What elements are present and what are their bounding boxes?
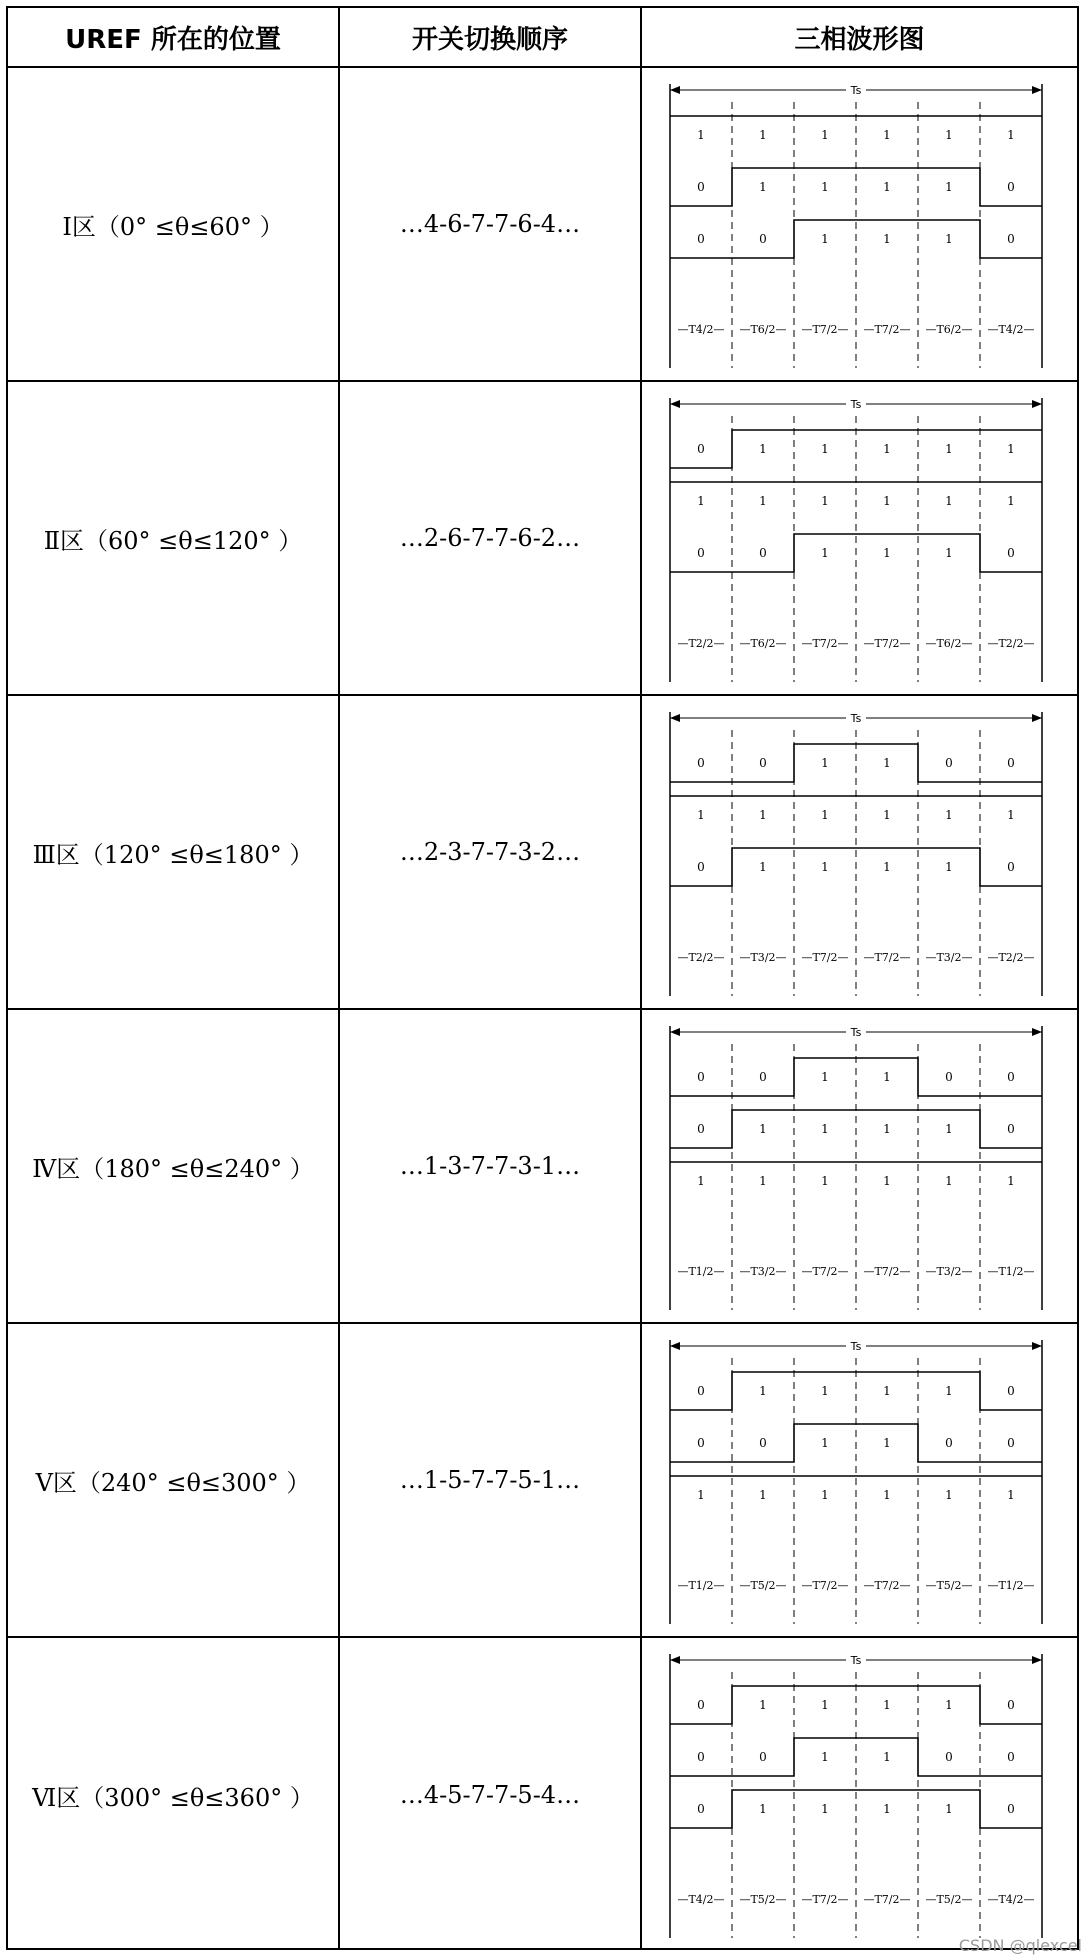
switch-state-label: 1 bbox=[945, 180, 953, 194]
duration-label: —T5/2— bbox=[925, 1579, 973, 1592]
header-sequence: 开关切换顺序 bbox=[411, 24, 568, 55]
switch-state-label: 1 bbox=[759, 1384, 767, 1398]
switch-state-label: 1 bbox=[1007, 128, 1015, 142]
duration-label: —T3/2— bbox=[925, 951, 973, 964]
period-label: Ts bbox=[850, 1026, 862, 1039]
switch-state-label: 0 bbox=[697, 232, 705, 246]
switch-state-label: 0 bbox=[697, 546, 705, 560]
switch-state-label: 1 bbox=[821, 494, 829, 508]
switch-state-label: 1 bbox=[945, 808, 953, 822]
switch-state-label: 1 bbox=[821, 442, 829, 456]
switch-state-label: 0 bbox=[945, 1750, 953, 1764]
switch-state-label: 0 bbox=[1007, 756, 1015, 770]
duration-label: —T7/2— bbox=[863, 1579, 911, 1592]
switch-state-label: 0 bbox=[697, 442, 705, 456]
three-phase-waveform bbox=[642, 696, 1077, 1008]
switch-state-label: 1 bbox=[883, 808, 891, 822]
switch-state-label: 1 bbox=[821, 1802, 829, 1816]
switch-state-label: 1 bbox=[883, 1698, 891, 1712]
switch-state-label: 1 bbox=[759, 808, 767, 822]
switch-state-label: 0 bbox=[1007, 1122, 1015, 1136]
switch-state-label: 1 bbox=[945, 860, 953, 874]
switch-state-label: 0 bbox=[1007, 180, 1015, 194]
waveform-diagram bbox=[642, 1010, 1077, 1322]
switch-state-label: 1 bbox=[945, 442, 953, 456]
region-label: Ⅳ区（180° ≤θ≤240° ） bbox=[32, 1154, 314, 1183]
arrow-head-left bbox=[670, 86, 680, 94]
switch-state-label: 1 bbox=[821, 1070, 829, 1084]
duration-label: —T1/2— bbox=[677, 1579, 725, 1592]
arrow-head-right bbox=[1032, 1028, 1042, 1036]
switch-state-label: 0 bbox=[945, 1436, 953, 1450]
switch-sequence: …1-3-7-7-3-1… bbox=[399, 1152, 581, 1180]
switch-state-label: 1 bbox=[945, 128, 953, 142]
duration-label: —T7/2— bbox=[863, 951, 911, 964]
switch-state-label: 1 bbox=[883, 1384, 891, 1398]
arrow-head-left bbox=[670, 714, 680, 722]
arrow-head-right bbox=[1032, 400, 1042, 408]
three-phase-waveform bbox=[642, 68, 1077, 380]
switch-state-label: 1 bbox=[883, 232, 891, 246]
switch-state-label: 1 bbox=[883, 128, 891, 142]
switch-state-label: 1 bbox=[945, 1698, 953, 1712]
switch-state-label: 0 bbox=[1007, 1698, 1015, 1712]
switch-state-label: 1 bbox=[883, 1174, 891, 1188]
switch-state-label: 1 bbox=[945, 546, 953, 560]
table-row bbox=[8, 68, 1077, 382]
three-phase-waveform bbox=[642, 382, 1077, 694]
region-label: Ⅲ区（120° ≤θ≤180° ） bbox=[32, 840, 314, 869]
switch-state-label: 1 bbox=[759, 128, 767, 142]
region-label: Ⅵ区（300° ≤θ≤360° ） bbox=[32, 1783, 314, 1812]
switch-state-label: 1 bbox=[1007, 442, 1015, 456]
duration-label: —T6/2— bbox=[739, 637, 787, 650]
arrow-head-right bbox=[1032, 86, 1042, 94]
duration-label: —T7/2— bbox=[801, 637, 849, 650]
waveform-diagram bbox=[642, 68, 1077, 380]
arrow-head-left bbox=[670, 1342, 680, 1350]
switch-state-label: 0 bbox=[697, 860, 705, 874]
switch-state-label: 1 bbox=[883, 1802, 891, 1816]
switch-state-label: 1 bbox=[821, 1122, 829, 1136]
duration-label: —T7/2— bbox=[863, 1893, 911, 1906]
duration-label: —T1/2— bbox=[987, 1265, 1035, 1278]
switch-state-label: 1 bbox=[759, 442, 767, 456]
switch-state-label: 0 bbox=[1007, 546, 1015, 560]
duration-label: —T7/2— bbox=[801, 951, 849, 964]
table-row bbox=[8, 1010, 1077, 1324]
switch-state-label: 1 bbox=[945, 1384, 953, 1398]
three-phase-waveform bbox=[642, 1010, 1077, 1322]
switch-state-label: 1 bbox=[697, 128, 705, 142]
duration-label: —T4/2— bbox=[987, 323, 1035, 336]
switch-state-label: 0 bbox=[1007, 1070, 1015, 1084]
duration-label: —T2/2— bbox=[987, 951, 1035, 964]
switch-state-label: 1 bbox=[883, 1436, 891, 1450]
switch-state-label: 1 bbox=[821, 1384, 829, 1398]
switch-state-label: 0 bbox=[697, 1698, 705, 1712]
switch-state-label: 1 bbox=[821, 1698, 829, 1712]
arrow-head-left bbox=[670, 1656, 680, 1664]
switch-state-label: 0 bbox=[759, 1436, 767, 1450]
switch-sequence: …4-5-7-7-5-4… bbox=[399, 1781, 581, 1809]
switch-state-label: 1 bbox=[759, 1488, 767, 1502]
switch-state-label: 1 bbox=[697, 808, 705, 822]
table-row bbox=[8, 1324, 1077, 1638]
switch-state-label: 1 bbox=[883, 1488, 891, 1502]
switch-state-label: 1 bbox=[821, 1488, 829, 1502]
switch-state-label: 0 bbox=[697, 1384, 705, 1398]
switch-state-label: 1 bbox=[883, 860, 891, 874]
svpwm-sector-table bbox=[6, 6, 1079, 1950]
arrow-head-right bbox=[1032, 1342, 1042, 1350]
switch-state-label: 1 bbox=[945, 1174, 953, 1188]
switch-state-label: 1 bbox=[759, 494, 767, 508]
switch-sequence: …4-6-7-7-6-4… bbox=[399, 210, 581, 238]
period-label: Ts bbox=[850, 398, 862, 411]
switch-state-label: 1 bbox=[883, 494, 891, 508]
switch-state-label: 1 bbox=[883, 1750, 891, 1764]
switch-state-label: 1 bbox=[759, 180, 767, 194]
header-position: UREF 所在的位置 bbox=[65, 24, 281, 55]
period-label: Ts bbox=[850, 1654, 862, 1667]
duration-label: —T7/2— bbox=[863, 637, 911, 650]
three-phase-waveform bbox=[642, 1638, 1077, 1952]
duration-label: —T7/2— bbox=[863, 323, 911, 336]
switch-state-label: 0 bbox=[1007, 1802, 1015, 1816]
switch-state-label: 1 bbox=[759, 1698, 767, 1712]
switch-state-label: 0 bbox=[945, 1070, 953, 1084]
switch-state-label: 1 bbox=[821, 756, 829, 770]
switch-state-label: 1 bbox=[1007, 1488, 1015, 1502]
switch-state-label: 0 bbox=[759, 232, 767, 246]
switch-state-label: 1 bbox=[697, 1488, 705, 1502]
switch-state-label: 0 bbox=[1007, 1750, 1015, 1764]
waveform-diagram bbox=[642, 382, 1077, 694]
switch-state-label: 1 bbox=[883, 756, 891, 770]
switch-state-label: 1 bbox=[883, 180, 891, 194]
switch-state-label: 1 bbox=[821, 1436, 829, 1450]
switch-state-label: 1 bbox=[945, 494, 953, 508]
duration-label: —T6/2— bbox=[739, 323, 787, 336]
switch-state-label: 0 bbox=[945, 756, 953, 770]
switch-state-label: 0 bbox=[759, 1070, 767, 1084]
switch-state-label: 1 bbox=[1007, 1174, 1015, 1188]
arrow-head-left bbox=[670, 1028, 680, 1036]
duration-label: —T4/2— bbox=[987, 1893, 1035, 1906]
switch-state-label: 0 bbox=[1007, 232, 1015, 246]
switch-state-label: 1 bbox=[821, 860, 829, 874]
phase-a-waveform bbox=[670, 1372, 1042, 1410]
duration-label: —T7/2— bbox=[801, 1579, 849, 1592]
duration-label: —T2/2— bbox=[677, 637, 725, 650]
switch-state-label: 0 bbox=[759, 546, 767, 560]
switch-state-label: 1 bbox=[821, 180, 829, 194]
switch-state-label: 0 bbox=[759, 756, 767, 770]
duration-label: —T7/2— bbox=[801, 1265, 849, 1278]
duration-label: —T5/2— bbox=[739, 1893, 787, 1906]
switch-state-label: 0 bbox=[697, 1122, 705, 1136]
duration-label: —T3/2— bbox=[925, 1265, 973, 1278]
switch-sequence: …1-5-7-7-5-1… bbox=[399, 1466, 581, 1494]
phase-a-waveform bbox=[670, 744, 1042, 782]
switch-state-label: 1 bbox=[945, 1488, 953, 1502]
region-label: Ⅱ区（60° ≤θ≤120° ） bbox=[43, 526, 303, 555]
switch-state-label: 1 bbox=[883, 442, 891, 456]
switch-state-label: 0 bbox=[759, 1750, 767, 1764]
arrow-head-left bbox=[670, 400, 680, 408]
phase-a-waveform bbox=[670, 430, 1042, 468]
waveform-diagram bbox=[642, 1324, 1077, 1636]
duration-label: —T1/2— bbox=[677, 1265, 725, 1278]
table-row bbox=[8, 696, 1077, 1010]
switch-state-label: 1 bbox=[759, 1122, 767, 1136]
switch-state-label: 1 bbox=[821, 1750, 829, 1764]
switch-state-label: 1 bbox=[945, 1122, 953, 1136]
switch-state-label: 0 bbox=[1007, 1436, 1015, 1450]
switch-state-label: 1 bbox=[759, 1174, 767, 1188]
duration-label: —T7/2— bbox=[801, 1893, 849, 1906]
switch-state-label: 1 bbox=[821, 808, 829, 822]
switch-state-label: 1 bbox=[697, 1174, 705, 1188]
switch-state-label: 1 bbox=[821, 232, 829, 246]
switch-state-label: 1 bbox=[945, 1802, 953, 1816]
region-label: Ⅴ区（240° ≤θ≤300° ） bbox=[35, 1468, 311, 1497]
switch-state-label: 1 bbox=[883, 1070, 891, 1084]
switch-state-label: 0 bbox=[697, 180, 705, 194]
arrow-head-right bbox=[1032, 1656, 1042, 1664]
period-label: Ts bbox=[850, 712, 862, 725]
switch-sequence: …2-3-7-7-3-2… bbox=[399, 838, 581, 866]
switch-state-label: 1 bbox=[1007, 494, 1015, 508]
table-row bbox=[8, 382, 1077, 696]
duration-label: —T3/2— bbox=[739, 1265, 787, 1278]
switch-state-label: 0 bbox=[697, 1802, 705, 1816]
switch-state-label: 1 bbox=[1007, 808, 1015, 822]
switch-state-label: 1 bbox=[759, 860, 767, 874]
duration-label: —T3/2— bbox=[739, 951, 787, 964]
duration-label: —T2/2— bbox=[987, 637, 1035, 650]
phase-a-waveform bbox=[670, 1058, 1042, 1096]
period-label: Ts bbox=[850, 1340, 862, 1353]
waveform-diagram bbox=[642, 696, 1077, 1008]
duration-label: —T6/2— bbox=[925, 323, 973, 336]
duration-label: —T7/2— bbox=[863, 1265, 911, 1278]
switch-state-label: 0 bbox=[697, 1070, 705, 1084]
duration-label: —T4/2— bbox=[677, 323, 725, 336]
duration-label: —T5/2— bbox=[739, 1579, 787, 1592]
switch-state-label: 1 bbox=[883, 546, 891, 560]
waveform-diagram bbox=[642, 1638, 1077, 1950]
switch-state-label: 1 bbox=[759, 1802, 767, 1816]
watermark: CSDN @qlexcel bbox=[958, 1936, 1082, 1955]
period-label: Ts bbox=[850, 84, 862, 97]
duration-label: —T5/2— bbox=[925, 1893, 973, 1906]
duration-label: —T7/2— bbox=[801, 323, 849, 336]
switch-state-label: 0 bbox=[1007, 860, 1015, 874]
switch-state-label: 1 bbox=[697, 494, 705, 508]
header-waveform: 三相波形图 bbox=[794, 24, 925, 55]
switch-state-label: 0 bbox=[697, 1750, 705, 1764]
arrow-head-right bbox=[1032, 714, 1042, 722]
switch-state-label: 1 bbox=[821, 546, 829, 560]
switch-state-label: 0 bbox=[697, 756, 705, 770]
switch-state-label: 0 bbox=[1007, 1384, 1015, 1398]
duration-label: —T4/2— bbox=[677, 1893, 725, 1906]
switch-state-label: 1 bbox=[945, 232, 953, 246]
switch-state-label: 1 bbox=[821, 128, 829, 142]
switch-state-label: 0 bbox=[697, 1436, 705, 1450]
duration-label: —T6/2— bbox=[925, 637, 973, 650]
duration-label: —T2/2— bbox=[677, 951, 725, 964]
table-row bbox=[8, 1638, 1077, 1952]
switch-state-label: 1 bbox=[883, 1122, 891, 1136]
duration-label: —T1/2— bbox=[987, 1579, 1035, 1592]
switch-state-label: 1 bbox=[821, 1174, 829, 1188]
phase-a-waveform bbox=[670, 1686, 1042, 1724]
switch-sequence: …2-6-7-7-6-2… bbox=[399, 524, 581, 552]
three-phase-waveform bbox=[642, 1324, 1077, 1636]
region-label: Ⅰ区（0° ≤θ≤60° ） bbox=[62, 212, 284, 241]
table-header bbox=[8, 8, 1077, 68]
